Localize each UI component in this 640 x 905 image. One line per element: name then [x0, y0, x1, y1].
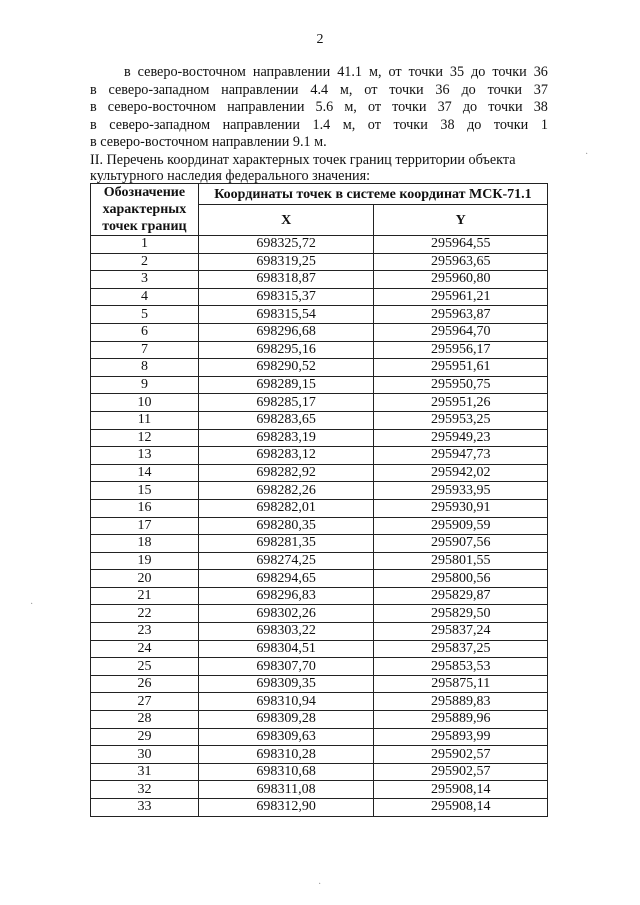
point-number-cell: 5: [91, 306, 199, 324]
x-coordinate-cell: 698302,26: [198, 605, 374, 623]
y-coordinate-cell: 295875,11: [374, 675, 548, 693]
y-coordinate-cell: 295964,55: [374, 236, 548, 254]
x-coordinate-cell: 698283,19: [198, 429, 374, 447]
table-row: [91, 570, 548, 588]
point-number-cell: 3: [91, 271, 199, 289]
table-row: [91, 623, 548, 641]
paragraph-line: в северо-восточном направлении 41.1 м, от точки 35 до точки 36: [124, 64, 548, 80]
y-coordinate-cell: 295930,91: [374, 499, 548, 517]
x-coordinate-cell: 698310,28: [198, 746, 374, 764]
y-coordinate-cell: 295951,61: [374, 359, 548, 377]
table-row: [91, 429, 548, 447]
y-coordinate-cell: 295829,50: [374, 605, 548, 623]
table-row: [91, 587, 548, 605]
x-coordinate-cell: 698295,16: [198, 341, 374, 359]
table-row: [91, 535, 548, 553]
x-coordinate-cell: 698282,26: [198, 482, 374, 500]
scan-mark: ·: [30, 599, 34, 610]
table-row: [91, 605, 548, 623]
table-row: [91, 728, 548, 746]
y-coordinate-cell: 295949,23: [374, 429, 548, 447]
header-x: X: [198, 205, 374, 236]
point-number-cell: 29: [91, 728, 199, 746]
x-coordinate-cell: 698285,17: [198, 394, 374, 412]
y-coordinate-cell: 295961,21: [374, 288, 548, 306]
table-row: [91, 499, 548, 517]
point-number-cell: 23: [91, 623, 199, 641]
table-row: [91, 517, 548, 535]
y-coordinate-cell: 295837,24: [374, 623, 548, 641]
y-coordinate-cell: 295908,14: [374, 799, 548, 817]
point-number-cell: 8: [91, 359, 199, 377]
point-number-cell: 27: [91, 693, 199, 711]
point-number-cell: 17: [91, 517, 199, 535]
table-row: [91, 323, 548, 341]
point-number-cell: 14: [91, 464, 199, 482]
table-row: [91, 552, 548, 570]
paragraph-line: в северо-западном направлении 4.4 м, от точки 36 до точки 37: [90, 81, 548, 98]
y-coordinate-cell: 295902,57: [374, 763, 548, 781]
y-coordinate-cell: 295889,83: [374, 693, 548, 711]
x-coordinate-cell: 698309,35: [198, 675, 374, 693]
point-number-cell: 15: [91, 482, 199, 500]
table-row: [91, 675, 548, 693]
table-row: [91, 746, 548, 764]
x-coordinate-cell: 698283,65: [198, 411, 374, 429]
x-coordinate-cell: 698309,28: [198, 711, 374, 729]
table-row: [91, 394, 548, 412]
table-row: [91, 693, 548, 711]
y-coordinate-cell: 295829,87: [374, 587, 548, 605]
header-designation: Обозначение характерных точек границ: [91, 184, 199, 236]
table-row: [91, 253, 548, 271]
y-coordinate-cell: 295960,80: [374, 271, 548, 289]
y-coordinate-cell: 295964,70: [374, 323, 548, 341]
y-coordinate-cell: 295889,96: [374, 711, 548, 729]
y-coordinate-cell: 295953,25: [374, 411, 548, 429]
y-coordinate-cell: 295933,95: [374, 482, 548, 500]
point-number-cell: 22: [91, 605, 199, 623]
table-row: [91, 288, 548, 306]
table-row: [91, 763, 548, 781]
point-number-cell: 13: [91, 447, 199, 465]
point-number-cell: 12: [91, 429, 199, 447]
table-row: [91, 359, 548, 377]
x-coordinate-cell: 698303,22: [198, 623, 374, 641]
x-coordinate-cell: 698309,63: [198, 728, 374, 746]
x-coordinate-cell: 698282,92: [198, 464, 374, 482]
table-row: [91, 482, 548, 500]
y-coordinate-cell: 295853,53: [374, 658, 548, 676]
table-row: [91, 658, 548, 676]
x-coordinate-cell: 698318,87: [198, 271, 374, 289]
table-row: [91, 341, 548, 359]
point-number-cell: 9: [91, 376, 199, 394]
x-coordinate-cell: 698312,90: [198, 799, 374, 817]
y-coordinate-cell: 295963,87: [374, 306, 548, 324]
point-number-cell: 32: [91, 781, 199, 799]
x-coordinate-cell: 698315,54: [198, 306, 374, 324]
point-number-cell: 19: [91, 552, 199, 570]
paragraph-line: в северо-восточном направлении 5.6 м, от точки 37 до точки 38: [90, 99, 548, 116]
paragraph-line: в северо-восточном направлении 9.1 м.: [90, 134, 327, 151]
point-number-cell: 28: [91, 711, 199, 729]
y-coordinate-cell: 295908,14: [374, 781, 548, 799]
page-number: 2: [316, 32, 324, 47]
x-coordinate-cell: 698310,94: [198, 693, 374, 711]
x-coordinate-cell: 698282,01: [198, 499, 374, 517]
table-row: [91, 411, 548, 429]
y-coordinate-cell: 295947,73: [374, 447, 548, 465]
section-heading: II. Перечень координат характерных точек границ территории объекта культурного наследия федерального значения:: [90, 152, 516, 184]
point-number-cell: 2: [91, 253, 199, 271]
point-number-cell: 31: [91, 763, 199, 781]
x-coordinate-cell: 698315,37: [198, 288, 374, 306]
y-coordinate-cell: 295902,57: [374, 746, 548, 764]
table-row: [91, 306, 548, 324]
x-coordinate-cell: 698325,72: [198, 236, 374, 254]
point-number-cell: 21: [91, 587, 199, 605]
table-row: [91, 464, 548, 482]
y-coordinate-cell: 295942,02: [374, 464, 548, 482]
table-row: [91, 447, 548, 465]
point-number-cell: 6: [91, 323, 199, 341]
x-coordinate-cell: 698289,15: [198, 376, 374, 394]
y-coordinate-cell: 295837,25: [374, 640, 548, 658]
x-coordinate-cell: 698294,65: [198, 570, 374, 588]
point-number-cell: 10: [91, 394, 199, 412]
point-number-cell: 1: [91, 236, 199, 254]
table-row: [91, 799, 548, 817]
y-coordinate-cell: 295800,56: [374, 570, 548, 588]
table-row: [91, 711, 548, 729]
x-coordinate-cell: 698283,12: [198, 447, 374, 465]
table-row: [91, 376, 548, 394]
scan-mark: ·: [318, 879, 322, 890]
x-coordinate-cell: 698274,25: [198, 552, 374, 570]
point-number-cell: 18: [91, 535, 199, 553]
y-coordinate-cell: 295801,55: [374, 552, 548, 570]
x-coordinate-cell: 698307,70: [198, 658, 374, 676]
y-coordinate-cell: 295893,99: [374, 728, 548, 746]
boundary-description: [90, 64, 548, 152]
x-coordinate-cell: 698319,25: [198, 253, 374, 271]
point-number-cell: 16: [91, 499, 199, 517]
point-number-cell: 30: [91, 746, 199, 764]
table-row: [91, 271, 548, 289]
x-coordinate-cell: 698280,35: [198, 517, 374, 535]
point-number-cell: 25: [91, 658, 199, 676]
point-number-cell: 20: [91, 570, 199, 588]
x-coordinate-cell: 698304,51: [198, 640, 374, 658]
point-number-cell: 26: [91, 675, 199, 693]
y-coordinate-cell: 295951,26: [374, 394, 548, 412]
point-number-cell: 7: [91, 341, 199, 359]
header-y: Y: [374, 205, 548, 236]
y-coordinate-cell: 295907,56: [374, 535, 548, 553]
header-coordinates: Координаты точек в системе координат МСК-71.1: [198, 184, 547, 205]
point-number-cell: 24: [91, 640, 199, 658]
y-coordinate-cell: 295963,65: [374, 253, 548, 271]
point-number-cell: 4: [91, 288, 199, 306]
table-row: [91, 781, 548, 799]
point-number-cell: 11: [91, 411, 199, 429]
y-coordinate-cell: 295909,59: [374, 517, 548, 535]
x-coordinate-cell: 698310,68: [198, 763, 374, 781]
paragraph-line: в северо-западном направлении 1.4 м, от точки 38 до точки 1: [90, 116, 548, 133]
x-coordinate-cell: 698296,83: [198, 587, 374, 605]
scan-mark: ·: [585, 149, 589, 160]
x-coordinate-cell: 698296,68: [198, 323, 374, 341]
table-row: [91, 236, 548, 254]
point-number-cell: 33: [91, 799, 199, 817]
y-coordinate-cell: 295950,75: [374, 376, 548, 394]
y-coordinate-cell: 295956,17: [374, 341, 548, 359]
x-coordinate-cell: 698281,35: [198, 535, 374, 553]
x-coordinate-cell: 698311,08: [198, 781, 374, 799]
x-coordinate-cell: 698290,52: [198, 359, 374, 377]
coordinates-table: [90, 183, 548, 817]
table-row: [91, 640, 548, 658]
table-body: [91, 236, 548, 817]
